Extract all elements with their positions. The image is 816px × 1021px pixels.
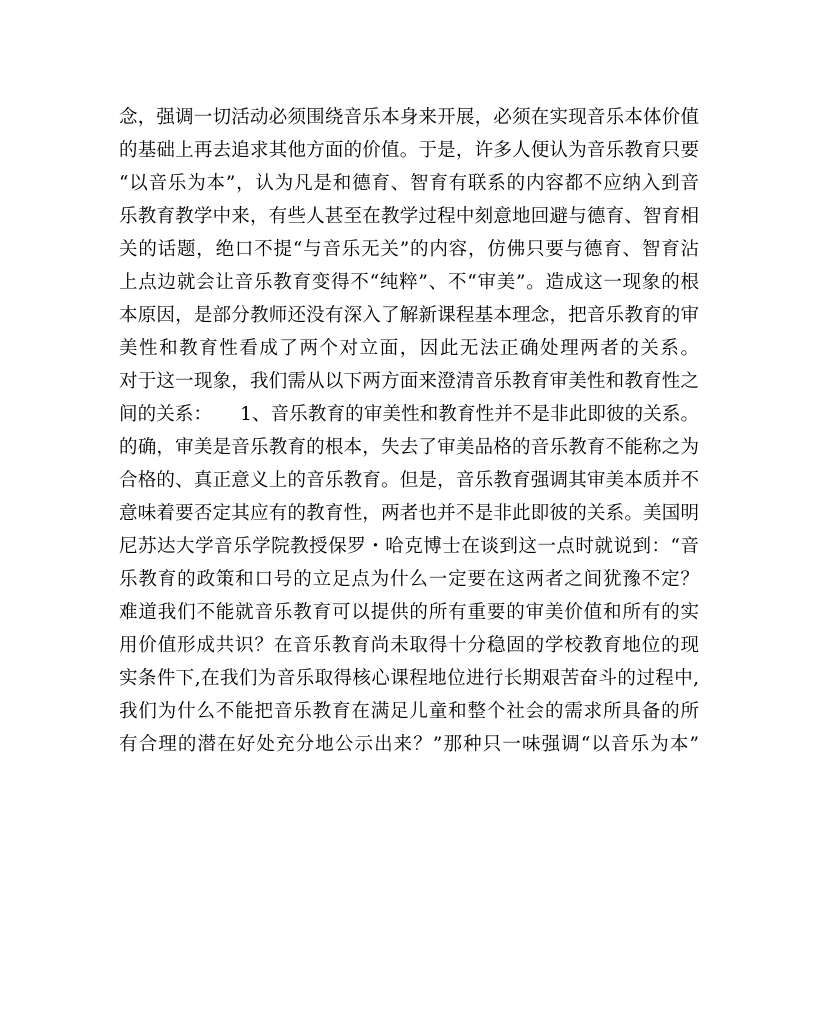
text-line: 有合理的潜在好处充分地公示出来？”那种只一味强调“以音乐为本” bbox=[119, 734, 699, 755]
text-line: 乐教育的政策和口号的立足点为什么一定要在这两者之间犹豫不定？ bbox=[119, 569, 699, 590]
text-line: 间的关系： 1、音乐教育的审美性和教育性并不是非此即彼的关系。 bbox=[119, 404, 699, 425]
text-line: 美性和教育性看成了两个对立面，因此无法正确处理两者的关系。 bbox=[119, 338, 699, 359]
text-line: 意味着要否定其应有的教育性，两者也并不是非此即彼的关系。美国明 bbox=[119, 503, 699, 524]
text-line: 本原因，是部分教师还没有深入了解新课程基本理念，把音乐教育的审 bbox=[119, 305, 699, 326]
text-line: 难道我们不能就音乐教育可以提供的所有重要的审美价值和所有的实 bbox=[119, 602, 699, 623]
text-line: 的确，审美是音乐教育的根本，失去了审美品格的音乐教育不能称之为 bbox=[119, 437, 699, 458]
text-line: 合格的、真正意义上的音乐教育。但是，音乐教育强调其审美本质并不 bbox=[119, 470, 699, 491]
text-line: 对于这一现象，我们需从以下两方面来澄清音乐教育审美性和教育性之 bbox=[119, 371, 699, 392]
text-line: 乐教育教学中来，有些人甚至在教学过程中刻意地回避与德育、智育相 bbox=[119, 206, 699, 227]
body-text bbox=[119, 101, 699, 761]
text-line: 上点边就会让音乐教育变得不“纯粹”、不“审美”。造成这一现象的根 bbox=[119, 272, 699, 293]
text-line: “以音乐为本”，认为凡是和德育、智育有联系的内容都不应纳入到音 bbox=[119, 173, 699, 194]
text-line: 我们为什么不能把音乐教育在满足儿童和整个社会的需求所具备的所 bbox=[119, 701, 699, 722]
text-line: 关的话题，绝口不提“与音乐无关”的内容，仿佛只要与德育、智育沾 bbox=[119, 239, 699, 260]
text-line: 用价值形成共识？在音乐教育尚未取得十分稳固的学校教育地位的现 bbox=[119, 635, 699, 656]
text-line: 念，强调一切活动必须围绕音乐本身来开展，必须在实现音乐本体价值 bbox=[119, 107, 699, 128]
text-line: 尼苏达大学音乐学院教授保罗・哈克博士在谈到这一点时就说到：“音 bbox=[119, 536, 699, 557]
text-line: 的基础上再去追求其他方面的价值。于是，许多人便认为音乐教育只要 bbox=[119, 140, 699, 161]
text-line: 实条件下,在我们为音乐取得核心课程地位进行长期艰苦奋斗的过程中, bbox=[119, 668, 699, 689]
